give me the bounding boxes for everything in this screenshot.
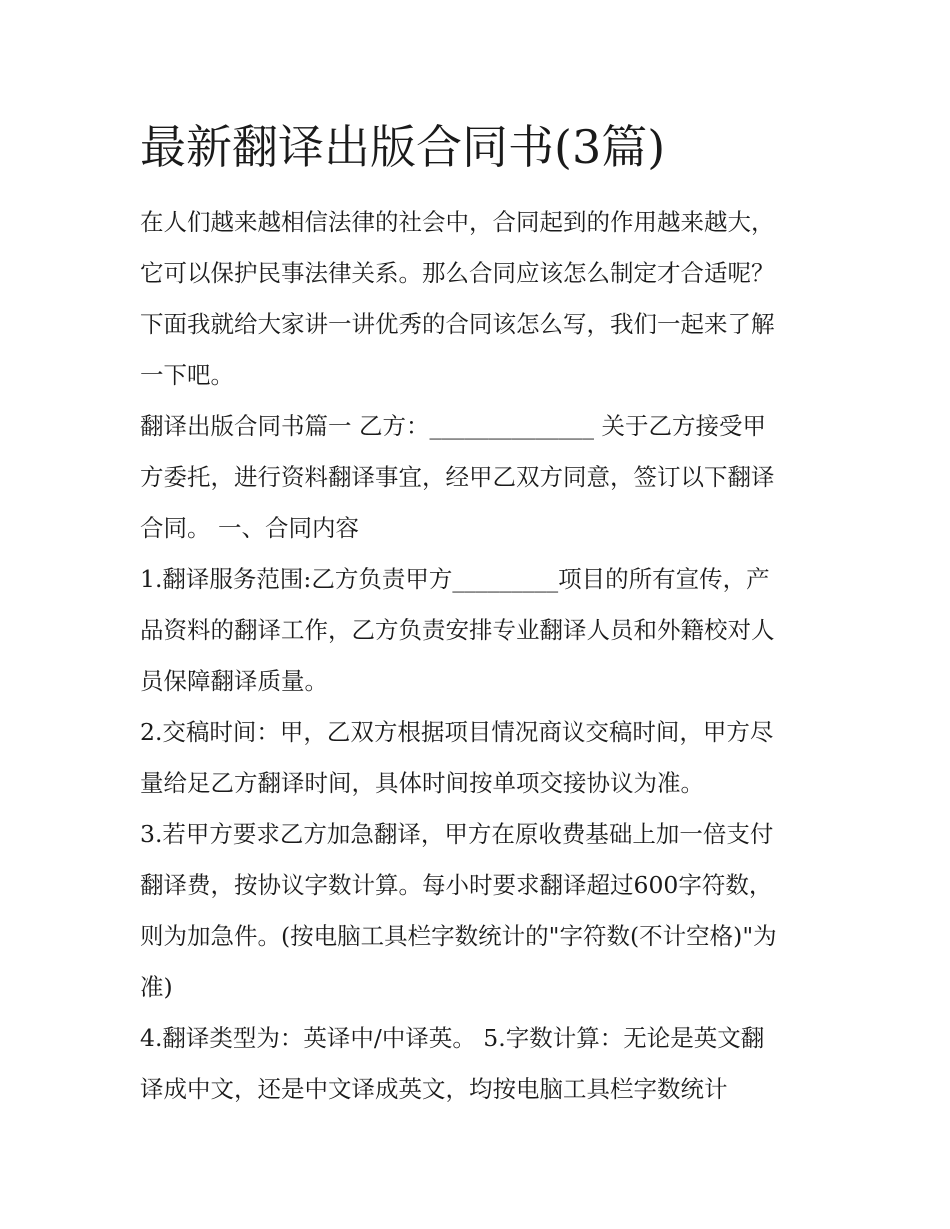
text-line: 译成中文，还是中文译成英文，均按电脑工具栏字数统计 xyxy=(140,1075,728,1103)
text-line: 在人们越来越相信法律的社会中，合同起到的作用越来越大， xyxy=(140,208,775,236)
text-line: 合同。 一、合同内容 xyxy=(140,514,359,542)
text-line: 2.交稿时间：甲，乙双方根据项目情况商议交稿时间，甲方尽 xyxy=(140,718,774,746)
clause-4-5-paragraph xyxy=(140,1013,820,1115)
text-line: 3.若甲方要求乙方加急翻译，甲方在原收费基础上加一倍支付 xyxy=(140,820,774,848)
text-line: 它可以保护民事法律关系。那么合同应该怎么制定才合适呢？ xyxy=(140,259,775,287)
text-line: 准) xyxy=(140,973,173,1001)
clause-1-paragraph xyxy=(140,554,820,707)
text-line: 一下吧。 xyxy=(140,361,234,389)
text-line: 1.翻译服务范围:乙方负责甲方_________项目的所有宣传，产 xyxy=(140,565,770,593)
clause-2-paragraph xyxy=(140,707,820,809)
intro-paragraph xyxy=(140,197,820,401)
text-line: 方委托，进行资料翻译事宜，经甲乙双方同意，签订以下翻译 xyxy=(140,463,775,491)
text-line: 员保障翻译质量。 xyxy=(140,667,328,695)
text-line: 下面我就给大家讲一讲优秀的合同该怎么写，我们一起来了解 xyxy=(140,310,775,338)
contract-intro-paragraph xyxy=(140,401,820,554)
text-line: 品资料的翻译工作，乙方负责安排专业翻译人员和外籍校对人 xyxy=(140,616,775,644)
text-line: 则为加急件。(按电脑工具栏字数统计的"字符数(不计空格)"为 xyxy=(140,922,777,950)
document-body xyxy=(140,197,820,1115)
clause-3-paragraph xyxy=(140,809,820,1013)
document-title: 最新翻译出版合同书(3篇) xyxy=(140,120,666,174)
text-line: 量给足乙方翻译时间，具体时间按单项交接协议为准。 xyxy=(140,769,704,797)
text-line: 翻译出版合同书篇一 乙方：______________ 关于乙方接受甲 xyxy=(140,412,766,440)
text-line: 翻译费，按协议字数计算。每小时要求翻译超过600字符数， xyxy=(140,871,773,899)
text-line: 4.翻译类型为：英译中/中译英。 5.字数计算：无论是英文翻 xyxy=(140,1024,765,1052)
